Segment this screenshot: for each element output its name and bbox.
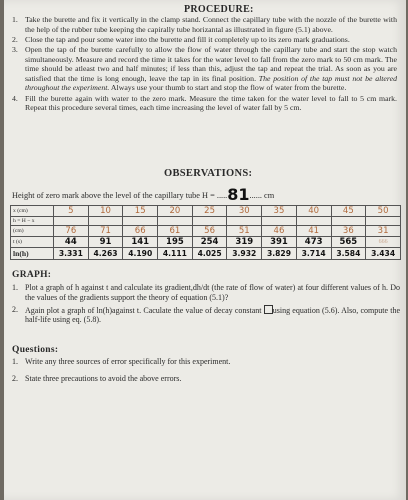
cell-ln: 3.829	[262, 248, 297, 260]
item-text-block	[25, 305, 400, 326]
cell-empty	[158, 217, 193, 226]
step-number: 2.	[12, 34, 18, 44]
cell-x: 15	[123, 206, 158, 217]
cell-ln: 4.025	[192, 248, 227, 260]
cell-h: 61	[158, 226, 193, 237]
step-text-tail: Always use your thumb to start and stop the flow of water from the burette.	[110, 83, 347, 93]
row-ln-h	[11, 248, 401, 260]
cell-h: 41	[296, 226, 331, 237]
cell-x: 20	[158, 206, 193, 217]
graph-item-2	[12, 305, 400, 326]
cell-empty	[366, 217, 401, 226]
cell-h: 71	[88, 226, 123, 237]
cell-empty	[54, 217, 89, 226]
step-text: Fill the burette again with water to the zero mark. Measure the time taken for the water level to fall to 5 cm mark. Repeat this procedure several times, each time increasing the level of water fall by 5 cm.	[25, 93, 397, 113]
cell-x: 40	[296, 206, 331, 217]
cell-h: 36	[331, 226, 366, 237]
cell-empty	[331, 217, 366, 226]
item-text: Plot a graph of h against t and calculate its gradient,dh/dt (the rate of flow of water) at four different values of h. Do the values of the gradients support the theory of equation (5.1)?	[25, 283, 400, 302]
procedure-step-2	[12, 35, 397, 45]
cell-t: 319	[227, 237, 262, 248]
row-h	[11, 226, 401, 237]
cell-t: 141	[123, 237, 158, 248]
cell-t: 473	[296, 237, 331, 248]
cell-empty	[192, 217, 227, 226]
observations-heading: OBSERVATIONS:	[164, 168, 253, 179]
procedure-steps	[12, 15, 397, 113]
item-number: 2.	[12, 374, 18, 383]
question-2	[12, 374, 400, 384]
height-label: Height of zero mark above the level of the capillary tube H = .....	[12, 191, 228, 200]
step-warning-italic: The position of the tap must not be altered throughout the experiment.	[25, 73, 397, 93]
row-h-label	[11, 217, 401, 226]
cell-ln: 3.714	[296, 248, 331, 260]
cell-empty	[296, 217, 331, 226]
cell-h: 56	[192, 226, 227, 237]
cell-t: 44	[54, 237, 89, 248]
item-number: 1.	[12, 357, 18, 366]
row-label-t: t (s)	[11, 237, 54, 248]
cell-t: 195	[158, 237, 193, 248]
cell-t: 391	[262, 237, 297, 248]
cell-h: 31	[366, 226, 401, 237]
height-of-zero-mark	[12, 183, 274, 202]
cell-ln: 4.190	[123, 248, 158, 260]
step-number: 4.	[12, 93, 18, 103]
step-text: Take the burette and fix it vertically in the clamp stand. Connect the capillary tube with the nozzle of the burette with the help of the rubber tube keeping the capirally tube horizantal as illustrated in figure (5.1) above.	[25, 15, 397, 34]
cell-t: 666	[366, 237, 401, 248]
cell-ln: 3.584	[331, 248, 366, 260]
procedure-heading: PROCEDURE:	[184, 4, 254, 15]
height-value-handwritten: 81	[227, 185, 250, 204]
row-label-ln: ln(h)	[11, 248, 54, 260]
cell-h: 76	[54, 226, 89, 237]
row-t	[11, 237, 401, 248]
cell-x: 30	[227, 206, 262, 217]
cell-ln: 4.111	[158, 248, 193, 260]
height-unit: ...... cm	[249, 191, 275, 200]
cell-x: 50	[366, 206, 401, 217]
missing-symbol-box-icon	[264, 305, 273, 314]
cell-empty	[262, 217, 297, 226]
cell-ln: 3.331	[54, 248, 89, 260]
cell-h: 66	[123, 226, 158, 237]
procedure-step-1	[12, 15, 397, 34]
procedure-step-3	[12, 45, 397, 93]
worksheet-page	[4, 0, 406, 500]
questions-list	[12, 357, 400, 391]
item-text: State three precautions to avoid the above errors.	[25, 374, 182, 383]
cell-x: 45	[331, 206, 366, 217]
cell-empty	[88, 217, 123, 226]
cell-ln: 4.263	[88, 248, 123, 260]
item-number: 2.	[12, 304, 18, 314]
item-text-b: using equation (5.6). Also, compute the half-life using eq. (5.8).	[25, 305, 401, 325]
procedure-step-4	[12, 94, 397, 113]
item-text: Write any three sources of error specifically for this experiment.	[25, 357, 231, 366]
question-1	[12, 357, 400, 367]
step-text: Open the tap of the burette carefully to allow the flow of water through the capillary tube and start the stop watch simultaneously. Measure and record the time it takes for the water level to fall from the zero mark to 50 cm mark. The time should be atleast two and half minutes; if less than this, adjust the tap and repeat the trial. As soon as you are satisfied that the time is long enough, leave the tap in its final position.	[25, 44, 397, 83]
row-label-x: x (cm)	[11, 206, 54, 217]
row-x	[11, 206, 401, 217]
step-number: 1.	[12, 15, 18, 24]
cell-x: 25	[192, 206, 227, 217]
step-number: 3.	[12, 44, 18, 54]
cell-h: 51	[227, 226, 262, 237]
cell-x: 10	[88, 206, 123, 217]
graph-heading: GRAPH:	[12, 270, 52, 280]
cell-t: 565	[331, 237, 366, 248]
cell-h: 46	[262, 226, 297, 237]
item-number: 1.	[12, 283, 18, 292]
cell-x: 5	[54, 206, 89, 217]
row-label-h: h = H − x	[11, 217, 54, 226]
observation-table	[10, 205, 401, 260]
cell-ln: 3.434	[366, 248, 401, 260]
cell-ln: 3.932	[227, 248, 262, 260]
item-text-a: Again plot a graph of ln(h)against t. Caculate the value of decay constant	[25, 305, 262, 315]
cell-empty	[123, 217, 158, 226]
cell-t: 91	[88, 237, 123, 248]
cell-x: 35	[262, 206, 297, 217]
step-text-block	[25, 45, 397, 93]
cell-t: 254	[192, 237, 227, 248]
questions-heading: Questions:	[12, 345, 59, 355]
row-label-h-unit: (cm)	[11, 226, 54, 237]
cell-empty	[227, 217, 262, 226]
graph-item-1	[12, 283, 400, 303]
step-text: Close the tap and pour some water into the burette and fill it completely up to its zero mark graduations.	[25, 34, 350, 44]
graph-instructions	[12, 283, 400, 327]
